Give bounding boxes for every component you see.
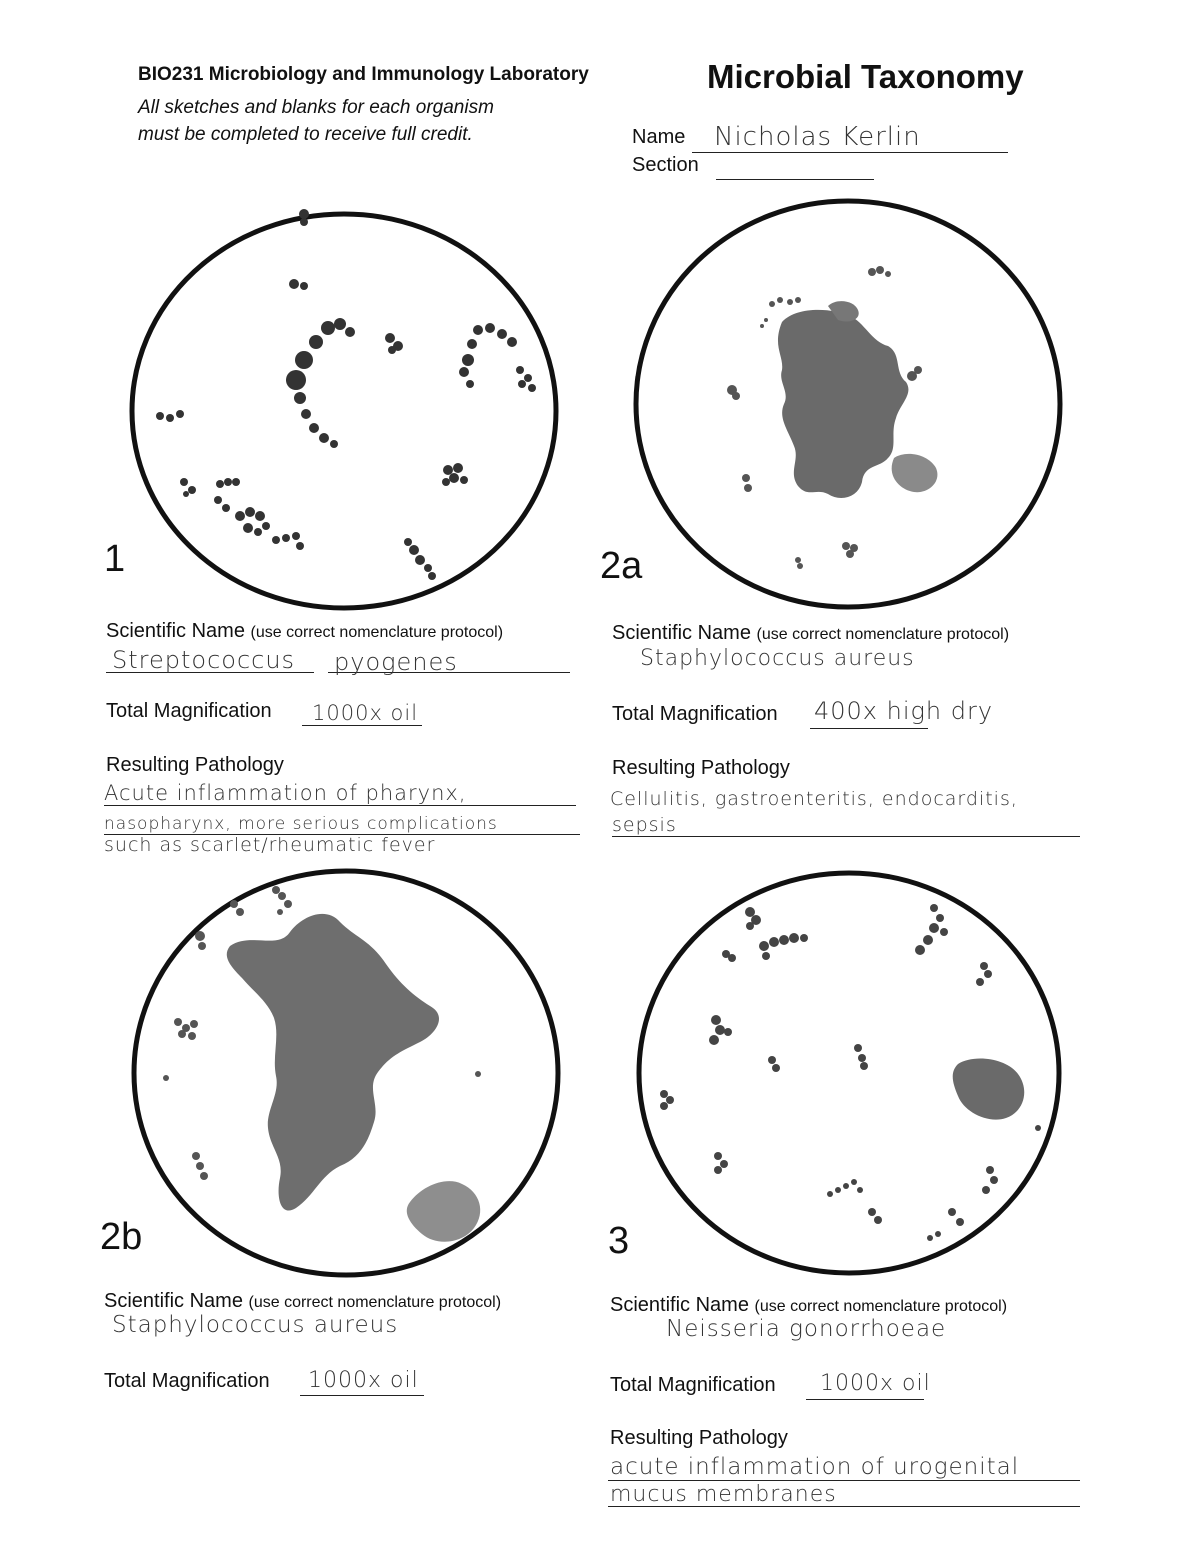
pathology-value-3b: mucus membranes [610, 1482, 837, 1507]
sci-name-note: (use correct nomenclature protocol) [248, 1294, 502, 1311]
instructions-line-2: must be completed to receive full credit. [138, 124, 473, 145]
microscope-field-1 [128, 210, 560, 612]
sci-name-label-text: Scientific Name [612, 622, 751, 644]
magnification-field-1[interactable] [302, 700, 422, 726]
name-label: Name [632, 126, 686, 148]
section-field[interactable] [716, 152, 874, 180]
cocci-clusters [163, 886, 481, 1242]
pathology-label-1: Resulting Pathology [106, 754, 284, 776]
magnification-value-1: 1000x oil [312, 701, 419, 725]
pathology-field-1c [104, 834, 435, 856]
pathology-label-2a: Resulting Pathology [612, 757, 790, 779]
field-number-2a: 2a [600, 545, 643, 587]
diplococci-cluster [953, 1059, 1025, 1120]
sci-name-value-2b: Staphylococcus aureus [112, 1312, 399, 1338]
magnification-field-3[interactable] [806, 1371, 931, 1400]
microscope-field-2b [130, 866, 562, 1280]
sci-name-label-2a [612, 622, 1009, 645]
sci-name-field-2b[interactable] [112, 1312, 398, 1338]
name-field[interactable] [692, 124, 1008, 153]
magnification-label-2a: Total Magnification [612, 703, 778, 725]
cocci-clusters [727, 266, 937, 569]
microscope-field-3 [634, 868, 1064, 1278]
pathology-label-3: Resulting Pathology [610, 1427, 788, 1449]
sci-name-label-1 [106, 620, 503, 643]
magnification-label-1: Total Magnification [106, 700, 272, 722]
pathology-value-1c: such as scarlet/rheumatic fever [104, 834, 436, 856]
pathology-field-1b[interactable] [104, 812, 580, 835]
microscope-field-2a [632, 196, 1064, 612]
magnification-value-3: 1000x oil [820, 1371, 931, 1396]
genus-value-1: Streptococcus [112, 646, 296, 674]
pathology-field-3a[interactable] [608, 1454, 1080, 1481]
sci-name-label-text: Scientific Name [106, 620, 245, 642]
magnification-value-2b: 1000x oil [308, 1368, 419, 1393]
sci-name-note: (use correct nomenclature protocol) [250, 624, 504, 641]
sci-name-label-text: Scientific Name [610, 1294, 749, 1316]
section-label: Section [632, 154, 699, 176]
magnification-label-3: Total Magnification [610, 1374, 776, 1396]
pathology-field-1a[interactable] [104, 779, 576, 806]
pathology-value-1b: nasopharynx, more serious complications [104, 814, 498, 834]
sci-name-field-2a[interactable] [640, 646, 915, 671]
page-title: Microbial Taxonomy [707, 58, 1024, 95]
sci-name-field-3[interactable] [666, 1316, 946, 1342]
field-number-2b: 2b [100, 1216, 143, 1258]
pathology-field-2a-1[interactable] [610, 786, 1080, 810]
pathology-field-2a-2[interactable] [612, 812, 1080, 837]
pathology-value-2a-2: sepsis [612, 814, 677, 836]
sci-name-value-2a: Staphylococcus aureus [640, 646, 915, 671]
magnification-field-2b[interactable] [300, 1370, 424, 1396]
course-title: BIO231 Microbiology and Immunology Laboratory [138, 64, 589, 85]
magnification-label-2b: Total Magnification [104, 1370, 270, 1392]
pathology-value-2a-1: Cellulitis, gastroenteritis, endocarditis, [610, 788, 1018, 810]
pathology-value-3a: acute inflammation of urogenital [610, 1454, 1020, 1480]
sci-name-label-text: Scientific Name [104, 1290, 243, 1312]
field-number-3: 3 [608, 1220, 630, 1262]
magnification-field-2a[interactable] [810, 697, 994, 729]
species-value-1: pyogenes [334, 648, 458, 676]
sci-name-value-3: Neisseria gonorrhoeae [666, 1316, 947, 1342]
name-value: Nicholas Kerlin [714, 122, 921, 152]
field-number-1: 1 [104, 538, 126, 580]
sci-name-note: (use correct nomenclature protocol) [754, 1298, 1008, 1315]
instructions-line-1: All sketches and blanks for each organism [138, 97, 494, 118]
sci-name-label-2b [104, 1290, 501, 1313]
genus-field-1[interactable] [106, 646, 314, 673]
magnification-value-2a: 400x high dry [814, 697, 994, 725]
species-field-1[interactable] [328, 646, 570, 676]
pathology-value-1a: Acute inflammation of pharynx, [104, 781, 467, 805]
sci-name-label-3 [610, 1294, 1007, 1317]
pathology-field-3b[interactable] [608, 1482, 1080, 1507]
sci-name-note: (use correct nomenclature protocol) [756, 626, 1010, 643]
cocci-chains [156, 209, 536, 580]
instructions [138, 94, 494, 148]
